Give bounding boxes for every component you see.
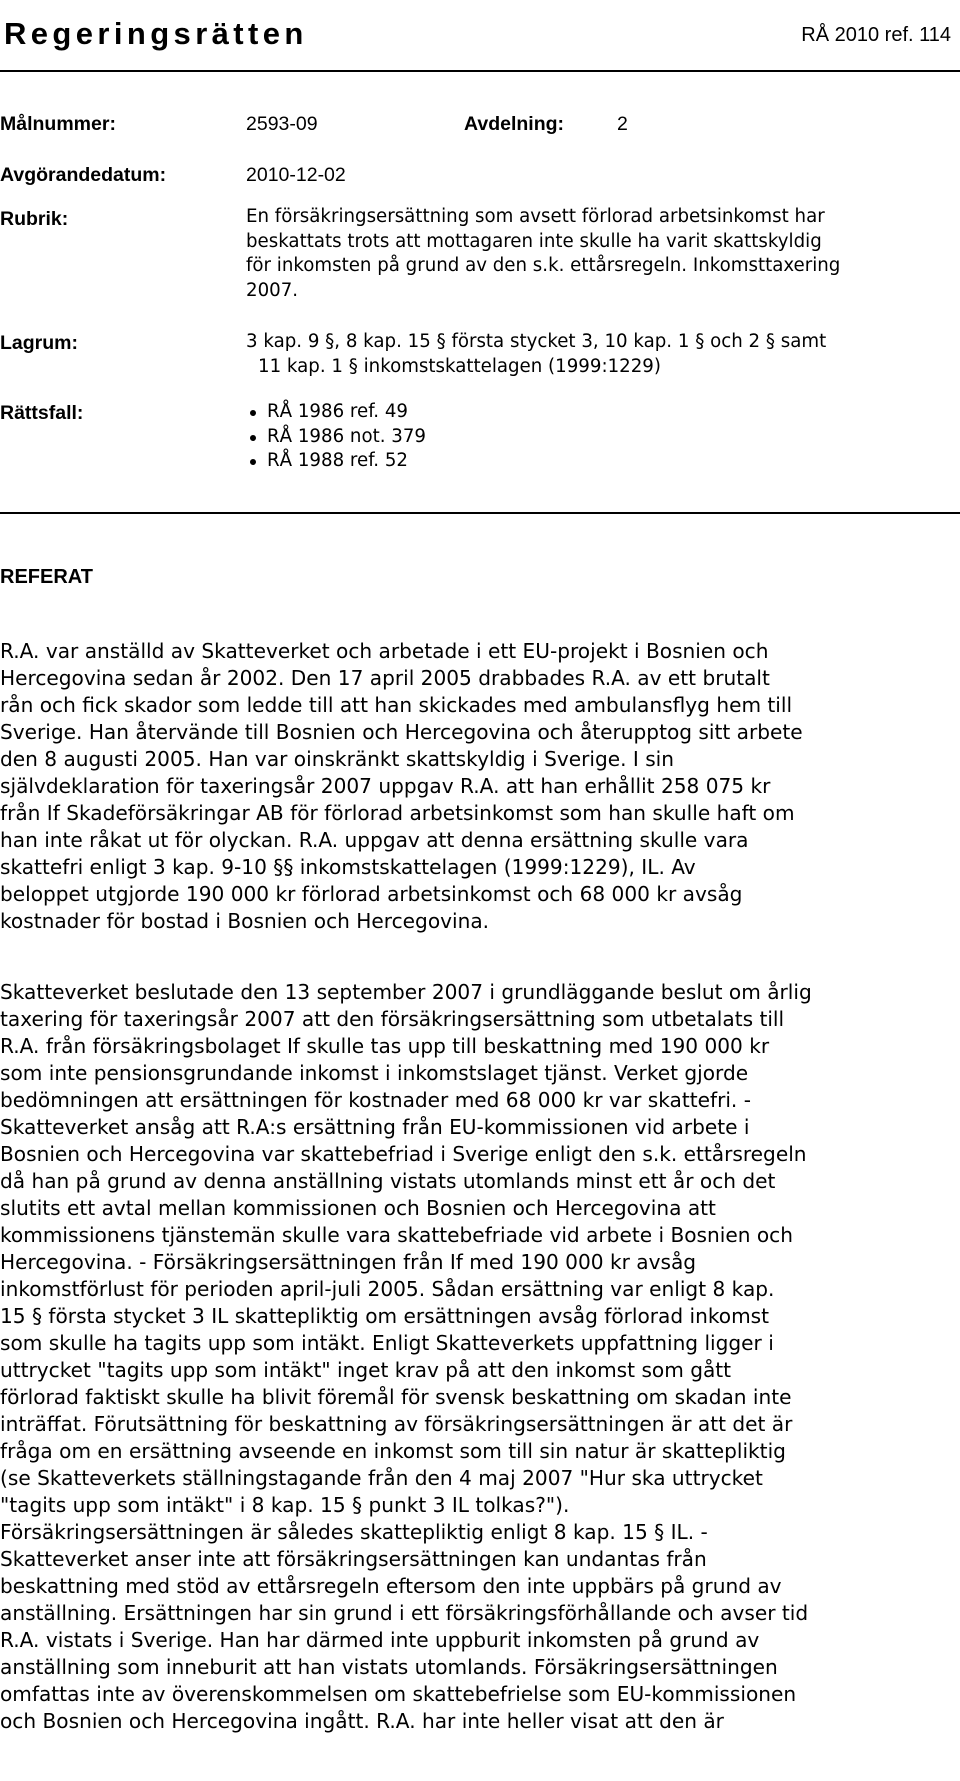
paragraph-line: 15 § första stycket 3 IL skattepliktig om ersättningen avsåg förlorad inkomst [0, 1304, 770, 1328]
rubrik-line: för inkomsten på grund av den s.k. ettårsregeln. Inkomsttaxering [246, 255, 841, 277]
bullet-icon [250, 459, 256, 465]
document-header [0, 0, 960, 72]
lagrum-line: 11 kap. 1 § inkomstskattelagen (1999:1229) [258, 355, 661, 377]
rattsfall-list [248, 400, 426, 474]
paragraph-line: uttrycket "tagits upp som intäkt" inget krav på att den inkomst som gått [0, 1358, 732, 1382]
rubrik-text [246, 205, 956, 304]
avdelning-label: Avdelning: [464, 113, 565, 135]
paragraph-line: självdeklaration för taxeringsår 2007 uppgav R.A. att han erhållit 258 075 kr [0, 774, 771, 798]
paragraph-line: Skatteverket beslutade den 13 september 2007 i grundläggande beslut om årlig [0, 980, 812, 1004]
lagrum-text [246, 330, 956, 379]
paragraph-line: "tagits upp som intäkt" i 8 kap. 15 § punkt 3 IL tolkas?"). [0, 1493, 570, 1517]
paragraph-line: Hercegovina sedan år 2002. Den 17 april 2005 drabbades R.A. av ett brutalt [0, 666, 770, 690]
paragraph-line: han inte råkat ut för olyckan. R.A. uppgav att denna ersättning skulle vara [0, 828, 749, 852]
paragraph-line: inkomstförlust för perioden april-juli 2005. Sådan ersättning var enligt 8 kap. [0, 1277, 775, 1301]
paragraph-line: R.A. vistats i Sverige. Han har därmed inte uppburit inkomsten på grund av [0, 1628, 760, 1652]
paragraph-line: skattefri enligt 3 kap. 9-10 §§ inkomstskattelagen (1999:1229), IL. Av [0, 855, 696, 879]
referat-paragraph-1 [0, 638, 960, 935]
paragraph-line: Skatteverket ansåg att R.A:s ersättning från EU-kommissionen vid arbete i [0, 1115, 750, 1139]
paragraph-line: beloppet utgjorde 190 000 kr förlorad arbetsinkomst och 68 000 kr avsåg [0, 882, 743, 906]
paragraph-line: och Bosnien och Hercegovina ingått. R.A. har inte heller visat att den är [0, 1709, 724, 1733]
paragraph-line: anställning. Ersättningen har sin grund i ett försäkringsförhållande och avser tid [0, 1601, 809, 1625]
paragraph-line: (se Skatteverkets ställningstagande från den 4 maj 2007 "Hur ska uttrycket [0, 1466, 763, 1490]
paragraph-line: rån och fick skador som ledde till att han skickades med ambulansflyg hem till [0, 693, 793, 717]
rattsfall-item [248, 425, 426, 450]
paragraph-line: taxering för taxeringsår 2007 att den försäkringsersättning som utbetalats till [0, 1007, 785, 1031]
malnummer-label: Målnummer: [0, 113, 116, 135]
malnummer-value: 2593-09 [246, 113, 318, 135]
case-reference: RÅ 2010 ref. 114 [801, 24, 951, 46]
rubrik-line: beskattats trots att mottagaren inte skulle ha varit skattskyldig [246, 230, 822, 252]
paragraph-line: slutits ett avtal mellan kommissionen och Bosnien och Hercegovina att [0, 1196, 716, 1220]
rattsfall-item [248, 400, 426, 425]
paragraph-line: inträffat. Förutsättning för beskattning av försäkringsersättningen är att det är [0, 1412, 793, 1436]
rattsfall-item-text: RÅ 1988 ref. 52 [267, 450, 408, 471]
paragraph-line: R.A. var anställd av Skatteverket och arbetade i ett EU-projekt i Bosnien och [0, 639, 769, 663]
rattsfall-item-text: RÅ 1986 not. 379 [267, 425, 426, 447]
paragraph-line: då han på grund av denna anställning vistats utomlands minst ett år och det [0, 1169, 776, 1193]
rattsfall-item [248, 449, 426, 474]
lagrum-line: 3 kap. 9 §, 8 kap. 15 § första stycket 3, 10 kap. 1 § och 2 § samt [246, 331, 827, 352]
paragraph-line: den 8 augusti 2005. Han var oinskränkt skattskyldig i Sverige. I sin [0, 747, 675, 771]
paragraph-line: från If Skadeförsäkringar AB för förlorad arbetsinkomst som han skulle haft om [0, 801, 795, 825]
rubrik-line: 2007. [246, 280, 299, 302]
paragraph-line: Försäkringsersättningen är således skattepliktig enligt 8 kap. 15 § IL. - [0, 1520, 708, 1544]
paragraph-line: som inte pensionsgrundande inkomst i inkomstslaget tjänst. Verket gjorde [0, 1061, 749, 1085]
paragraph-line: Hercegovina. - Försäkringsersättningen från If med 190 000 kr avsåg [0, 1250, 697, 1274]
avgorandedatum-value: 2010-12-02 [246, 164, 346, 186]
paragraph-line: Sverige. Han återvände till Bosnien och Hercegovina och återupptog sitt arbete [0, 720, 803, 744]
referat-heading: REFERAT [0, 566, 93, 588]
paragraph-line: kommissionens tjänstemän skulle vara skattebefriade vid arbete i Bosnien och [0, 1223, 793, 1247]
paragraph-line: omfattas inte av överenskommelsen om skattebefrielse som EU-kommissionen [0, 1682, 797, 1706]
avgorandedatum-label: Avgörandedatum: [0, 164, 167, 186]
paragraph-line: R.A. från försäkringsbolaget If skulle tas upp till beskattning med 190 000 kr [0, 1034, 770, 1058]
paragraph-line: beskattning med stöd av ettårsregeln eftersom den inte uppbärs på grund av [0, 1574, 782, 1598]
paragraph-line: anställning som inneburit att han vistats utomlands. Försäkringsersättningen [0, 1655, 778, 1679]
lagrum-label: Lagrum: [0, 332, 78, 354]
paragraph-line: förlorad faktiskt skulle ha blivit föremål för svensk beskattning om skadan inte [0, 1385, 792, 1409]
paragraph-line: som skulle ha tagits upp som intäkt. Enligt Skatteverkets uppfattning ligger i [0, 1331, 774, 1355]
section-divider [0, 512, 960, 514]
paragraph-line: fråga om en ersättning avseende en inkomst som till sin natur är skattepliktig [0, 1439, 786, 1463]
rattsfall-item-text: RÅ 1986 ref. 49 [267, 401, 408, 422]
bullet-icon [250, 410, 256, 416]
paragraph-line: Bosnien och Hercegovina var skattebefriad i Sverige enligt den s.k. ettårsregeln [0, 1142, 807, 1166]
rattsfall-label: Rättsfall: [0, 402, 84, 424]
court-name: Regeringsrätten [4, 16, 308, 51]
paragraph-line: bedömningen att ersättningen för kostnader med 68 000 kr var skattefri. - [0, 1088, 751, 1112]
avdelning-value: 2 [617, 113, 628, 135]
rubrik-label: Rubrik: [0, 208, 69, 230]
rubrik-line: En försäkringsersättning som avsett förlorad arbetsinkomst har [246, 206, 825, 227]
paragraph-line: kostnader för bostad i Bosnien och Hercegovina. [0, 909, 490, 933]
referat-paragraph-2 [0, 979, 960, 1735]
bullet-icon [250, 435, 256, 441]
paragraph-line: Skatteverket anser inte att försäkringsersättningen kan undantas från [0, 1547, 707, 1571]
